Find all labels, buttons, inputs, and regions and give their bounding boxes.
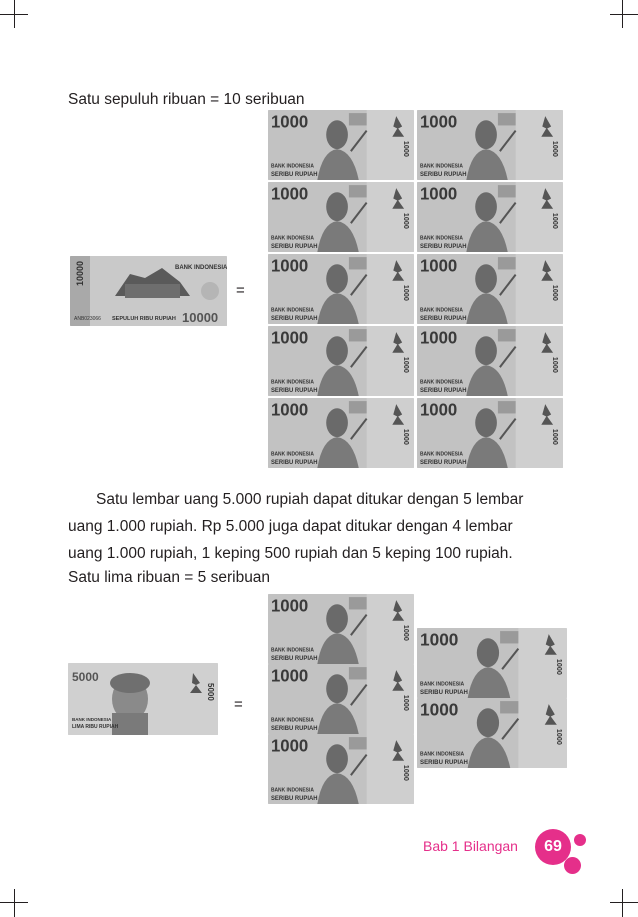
note-1000-bank: BANK INDONESIA (270, 235, 314, 242)
note-1000-words: SERIBU RUPIAH (419, 243, 467, 250)
crop-mark-top-left-h (0, 14, 28, 15)
note-1000-bank: BANK INDONESIA (270, 163, 314, 170)
paragraph-line-1: Satu lembar uang 5.000 rupiah dapat ditukar dengan 5 lembar (96, 491, 524, 508)
banknote-1000 (268, 734, 414, 804)
note-1000-vertical-value: 1000 (402, 140, 410, 157)
banknote-1000 (268, 326, 414, 396)
note-10000-serial: ANB023066 (74, 316, 101, 322)
note-1000-vertical-value: 1000 (402, 428, 410, 445)
note-1000-value: 1000 (270, 399, 309, 420)
banknote-1000 (417, 326, 563, 396)
note-1000-vertical-value: 1000 (551, 212, 559, 229)
note-1000-value: 1000 (419, 255, 458, 276)
crop-mark-bottom-right-v (622, 889, 623, 917)
section1-title: Satu sepuluh ribuan = 10 seribuan (68, 91, 305, 108)
note-1000-bank: BANK INDONESIA (419, 451, 463, 458)
note-1000-value: 1000 (270, 327, 309, 348)
note-1000-words: SERIBU RUPIAH (419, 459, 467, 466)
note-1000-value: 1000 (419, 399, 458, 420)
note-1000-words: SERIBU RUPIAH (420, 758, 468, 766)
note-1000-vertical-value: 1000 (551, 140, 559, 157)
note-1000-words: SERIBU RUPIAH (270, 655, 318, 662)
note-1000-words: SERIBU RUPIAH (419, 387, 467, 394)
banknote-1000 (417, 182, 563, 252)
note-5000-bank: BANK INDONESIA (72, 717, 112, 722)
note-1000-value: 1000 (420, 629, 459, 650)
note-1000-vertical-value: 1000 (402, 284, 410, 301)
note-1000-vertical-value: 1000 (551, 284, 559, 301)
note-1000-vertical-value: 1000 (551, 428, 559, 445)
note-1000-words: SERIBU RUPIAH (419, 315, 467, 322)
decor-dot-large (564, 857, 581, 874)
note-1000-vertical-value: 1000 (402, 212, 410, 229)
banknote-1000 (268, 254, 414, 324)
crop-mark-bottom-right-h (610, 902, 638, 903)
note-1000-words: SERIBU RUPIAH (270, 171, 318, 178)
section2-title: Satu lima ribuan = 5 seribuan (68, 569, 271, 586)
note-1000-value: 1000 (419, 183, 458, 204)
note-1000-words: SERIBU RUPIAH (270, 387, 318, 394)
note-10000-value: 10000 (182, 310, 219, 325)
section2-equals: = (234, 696, 243, 713)
banknote-1000 (268, 398, 414, 468)
note-1000-words: SERIBU RUPIAH (419, 171, 467, 178)
note-1000-value: 1000 (270, 111, 309, 132)
banknote-1000 (268, 182, 414, 252)
note-1000-value: 1000 (270, 255, 309, 276)
note-1000-words: SERIBU RUPIAH (270, 243, 318, 250)
note-10000-bank: BANK INDONESIA (175, 265, 227, 271)
note-1000-value: 1000 (270, 735, 309, 756)
note-1000-vertical-value: 1000 (402, 694, 410, 711)
section1-equals: = (236, 282, 245, 299)
paragraph-line-2: uang 1.000 rupiah. Rp 5.000 juga dapat ditukar dengan 4 lembar (68, 518, 513, 535)
note-1000-bank: BANK INDONESIA (419, 379, 463, 386)
banknote-1000 (417, 628, 567, 698)
note-1000-bank: BANK INDONESIA (270, 307, 314, 314)
note-1000-value: 1000 (420, 699, 459, 720)
footer-chapter: Bab 1 Bilangan (423, 838, 518, 854)
crop-mark-top-right-h (610, 14, 638, 15)
note-1000-vertical-value: 1000 (402, 624, 410, 641)
note-1000-words: SERIBU RUPIAH (270, 459, 318, 466)
note-1000-words: SERIBU RUPIAH (270, 315, 318, 322)
banknote-1000 (417, 698, 567, 768)
banknote-10000 (70, 256, 227, 326)
note-1000-words: SERIBU RUPIAH (270, 795, 318, 802)
paragraph (68, 486, 568, 567)
note-1000-vertical-value: 1000 (554, 658, 563, 675)
note-1000-bank: BANK INDONESIA (270, 717, 314, 724)
note-1000-vertical-value: 1000 (554, 728, 563, 745)
banknote-1000 (268, 110, 414, 180)
note-1000-bank: BANK INDONESIA (419, 235, 463, 242)
note-1000-value: 1000 (270, 595, 309, 616)
banknote-5000 (68, 663, 218, 735)
banknote-1000 (417, 110, 563, 180)
banknote-1000 (417, 398, 563, 468)
banknote-1000 (417, 254, 563, 324)
note-1000-bank: BANK INDONESIA (270, 647, 314, 654)
note-5000-vertical-value: 5000 (206, 683, 215, 701)
note-10000-vertical-value: 10000 (75, 260, 85, 286)
paragraph-line-3: uang 1.000 rupiah, 1 keping 500 rupiah dan 5 keping 100 rupiah. (68, 545, 513, 562)
note-1000-bank: BANK INDONESIA (420, 681, 465, 688)
note-1000-words: SERIBU RUPIAH (270, 725, 318, 732)
note-1000-bank: BANK INDONESIA (270, 379, 314, 386)
note-1000-vertical-value: 1000 (402, 764, 410, 781)
note-1000-bank: BANK INDONESIA (270, 451, 314, 458)
note-1000-value: 1000 (270, 665, 309, 686)
note-1000-value: 1000 (270, 183, 309, 204)
note-5000-words: LIMA RIBU RUPIAH (72, 724, 119, 730)
page-number: 69 (535, 829, 571, 865)
banknote-1000 (268, 664, 414, 734)
note-1000-bank: BANK INDONESIA (420, 751, 465, 758)
note-10000-words: SEPULUH RIBU RUPIAH (112, 316, 176, 322)
note-1000-bank: BANK INDONESIA (419, 307, 463, 314)
banknote-1000 (268, 594, 414, 664)
note-1000-bank: BANK INDONESIA (419, 163, 463, 170)
note-1000-value: 1000 (419, 327, 458, 348)
note-1000-value: 1000 (419, 111, 458, 132)
note-1000-bank: BANK INDONESIA (270, 787, 314, 794)
crop-mark-bottom-left-h (0, 902, 28, 903)
crop-mark-bottom-left-v (14, 889, 15, 917)
decor-dot-small (574, 834, 586, 846)
note-1000-words: SERIBU RUPIAH (420, 688, 468, 696)
note-1000-vertical-value: 1000 (402, 356, 410, 373)
note-5000-value: 5000 (72, 670, 99, 684)
note-1000-vertical-value: 1000 (551, 356, 559, 373)
